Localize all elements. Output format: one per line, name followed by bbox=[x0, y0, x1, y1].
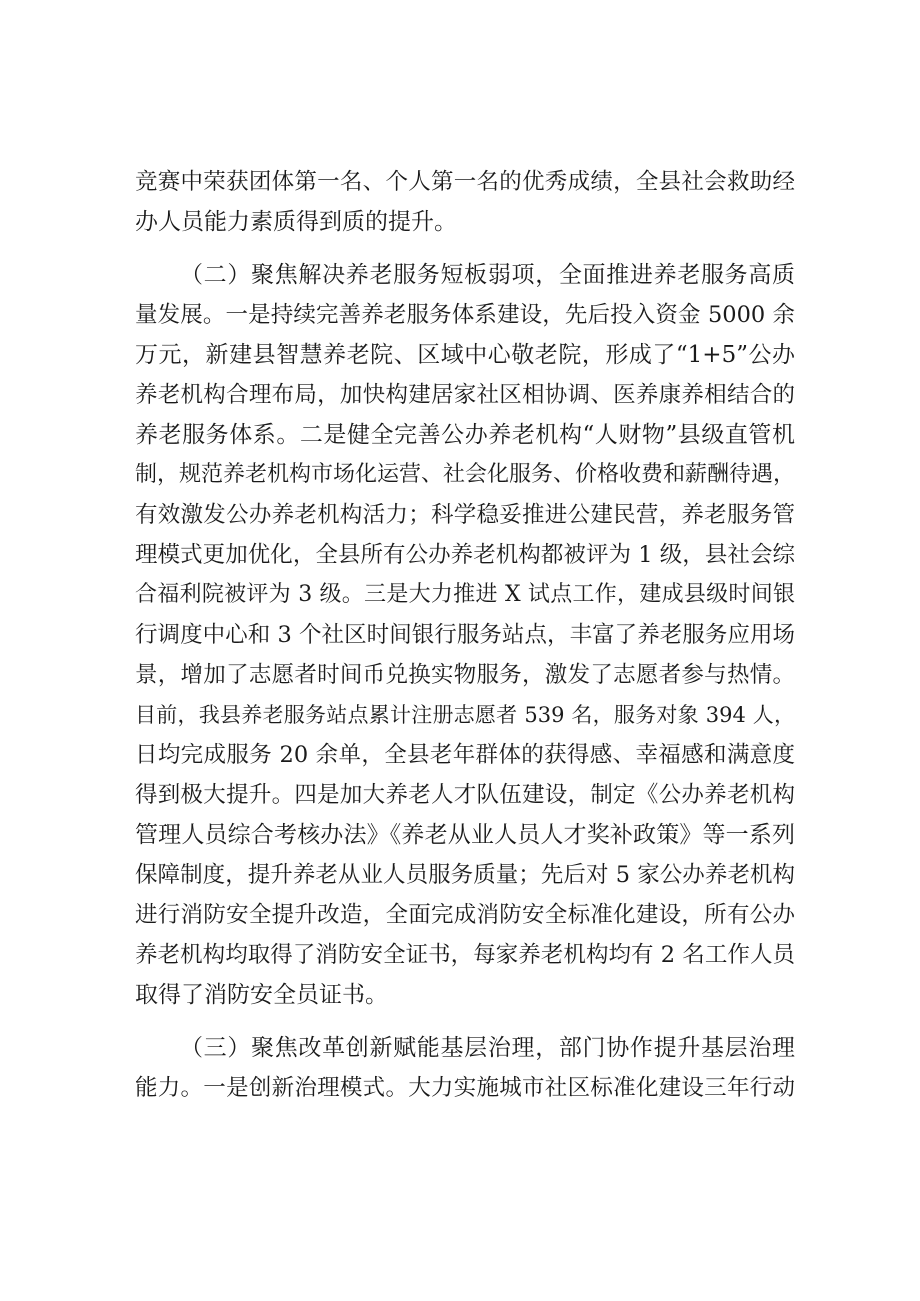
paragraph-line: 有效激发公办养老机构活力；科学稳妥推进公建民营，养老服务管 bbox=[135, 502, 795, 528]
paragraph-line: 进行消防安全提升改造，全面完成消防安全标准化建设，所有公办 bbox=[135, 902, 795, 928]
paragraph-line: 竞赛中荣获团体第一名、个人第一名的优秀成绩，全县社会救助经 bbox=[135, 169, 795, 195]
section-heading-line: （二）聚焦解决养老服务短板弱项，全面推进养老服务高质 bbox=[180, 262, 795, 288]
paragraph-line: 能力。一是创新治理模式。大力实施城市社区标准化建设三年行动 bbox=[135, 1075, 795, 1101]
paragraph-line: 办人员能力素质得到质的提升。 bbox=[135, 209, 457, 235]
paragraph-line: 制，规范养老机构市场化运营、社会化服务、价格收费和薪酬待遇， bbox=[135, 462, 796, 487]
paragraph-line: 目前，我县养老服务站点累计注册志愿者 539 名，服务对象 394 人， bbox=[135, 703, 795, 727]
paragraph-line: 得到极大提升。四是加大养老人才队伍建设，制定《公办养老机构 bbox=[135, 782, 795, 808]
paragraph-line: 理模式更加优化，全县所有公办养老机构都被评为 1 级，县社会综 bbox=[135, 542, 795, 568]
paragraph-line: 万元，新建县智慧养老院、区域中心敬老院，形成了“1+5”公办 bbox=[135, 342, 795, 368]
section-heading-line: （三）聚焦改革创新赋能基层治理，部门协作提升基层治理 bbox=[180, 1035, 795, 1061]
paragraph-line: 保障制度，提升养老从业人员服务质量；先后对 5 家公办养老机构 bbox=[135, 862, 795, 888]
paragraph-line: 管理人员综合考核办法》《养老从业人员人才奖补政策》等一系列 bbox=[135, 822, 795, 848]
paragraph-line: 养老服务体系。二是健全完善公办养老机构“人财物”县级直管机 bbox=[135, 422, 795, 448]
paragraph-line: 行调度中心和 3 个社区时间银行服务站点，丰富了养老服务应用场 bbox=[135, 622, 795, 648]
paragraph-line: 量发展。一是持续完善养老服务体系建设，先后投入资金 5000 余 bbox=[135, 302, 795, 328]
paragraph-line: 养老机构均取得了消防安全证书，每家养老机构均有 2 名工作人员 bbox=[135, 942, 795, 968]
paragraph-line: 景，增加了志愿者时间币兑换实物服务，激发了志愿者参与热情。 bbox=[135, 662, 795, 688]
paragraph-line: 养老机构合理布局，加快构建居家社区相协调、医养康养相结合的 bbox=[135, 382, 795, 408]
paragraph-line: 日均完成服务 20 余单，全县老年群体的获得感、幸福感和满意度 bbox=[135, 742, 795, 768]
paragraph-line: 取得了消防安全员证书。 bbox=[135, 982, 388, 1008]
paragraph-line: 合福利院被评为 3 级。三是大力推进 X 试点工作，建成县级时间银 bbox=[135, 582, 795, 607]
